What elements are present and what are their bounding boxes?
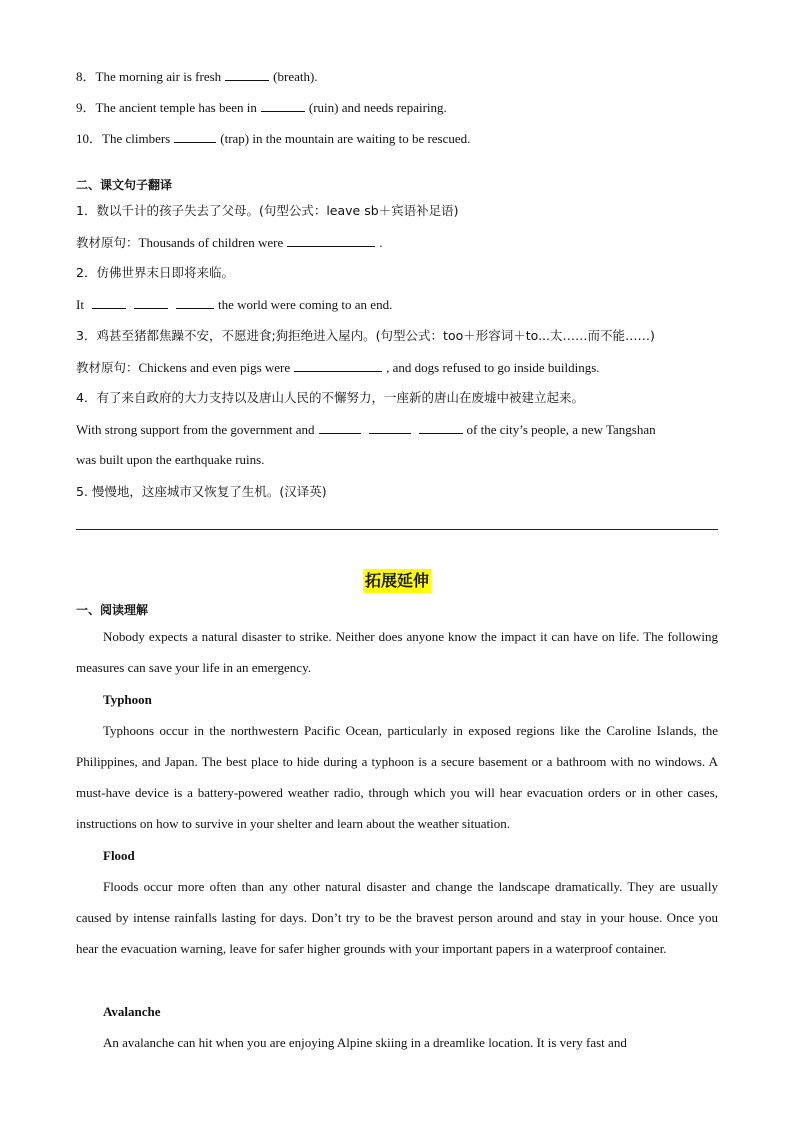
answer-blank[interactable] xyxy=(92,296,126,309)
avalanche-heading: Avalanche xyxy=(103,1004,161,1019)
exercise-item-8 xyxy=(76,68,718,85)
translation-item-5: 5. 慢慢地，这座城市又恢复了生机。(汉译英) xyxy=(76,484,327,499)
exercise-hint: (ruin) and needs repairing. xyxy=(308,100,447,115)
answer-blank[interactable] xyxy=(134,296,168,309)
extension-title: 拓展延伸 xyxy=(363,569,431,593)
answer-blank[interactable] xyxy=(287,234,375,247)
translation-item-2: 2．仿佛世界末日即将来临。 xyxy=(76,265,234,280)
sentence-start: It xyxy=(76,297,84,312)
answer-blank[interactable] xyxy=(319,421,361,434)
original-text: Chickens and even pigs were xyxy=(138,360,291,375)
sentence-end: of the city’s people, a new Tangshan xyxy=(466,422,656,437)
sentence-start: With strong support from the government and xyxy=(76,422,315,437)
reading-heading: 一、阅读理解 xyxy=(76,603,149,617)
answer-blank[interactable] xyxy=(419,421,463,434)
answer-blank[interactable] xyxy=(174,130,216,143)
answer-blank[interactable] xyxy=(294,359,382,372)
answer-blank[interactable] xyxy=(369,421,411,434)
translation-item-4: 4．有了来自政府的大力支持以及唐山人民的不懈努力，一座新的唐山在废墟中被建立起来。 xyxy=(76,390,584,405)
sentence-4-fill xyxy=(76,421,718,438)
answer-blank[interactable] xyxy=(176,296,214,309)
exercise-number: 8． xyxy=(76,69,96,84)
original-sentence-1 xyxy=(76,234,718,251)
typhoon-paragraph: Typhoons occur in the northwestern Pacific Ocean, particularly in exposed regions like the Caroline Islands, the Philippines, and Japan. The best place to hide during a typhoon is a secure basement or a bathroom with no windows. A must-have device is a battery-powered weather radio, through which you will hear evacuation orders or in other cases, instructions on how to survive in your shelter and learn about the weather situation. xyxy=(76,723,718,831)
flood-heading: Flood xyxy=(103,848,135,863)
intro-paragraph: Nobody expects a natural disaster to strike. Neither does anyone know the impact it can have on life. The following measures can save your life in an emergency. xyxy=(76,629,718,675)
sentence-2-fill xyxy=(76,296,718,313)
translation-item-1: 1．数以千计的孩子失去了父母。(句型公式：leave sb＋宾语补足语) xyxy=(76,203,459,218)
exercise-item-10 xyxy=(76,130,718,147)
avalanche-paragraph: An avalanche can hit when you are enjoying Alpine skiing in a dreamlike location. It is very fast and xyxy=(103,1035,627,1050)
exercise-number: 10． xyxy=(76,131,103,146)
section-heading: 二、课文句子翻译 xyxy=(76,178,173,192)
sentence-4-line2: was built upon the earthquake ruins. xyxy=(76,452,265,467)
extension-title-wrap xyxy=(76,569,718,593)
translation-item-3: 3．鸡甚至猪都焦躁不安，不愿进食;狗拒绝进入屋内。(句型公式：too＋形容词＋to...太……而不能……) xyxy=(76,328,655,343)
answer-line[interactable] xyxy=(76,529,718,530)
flood-paragraph: Floods occur more often than any other natural disaster and change the landscape dramatically. They are usually caused by intense rainfalls lasting for days. Don’t try to be the bravest person around and stay in your house. Once you hear the evacuation warning, leave for safer higher grounds with your important papers in a waterproof container. xyxy=(76,879,718,956)
original-text-end: , and dogs refused to go inside buildings. xyxy=(386,360,600,375)
exercise-text: The ancient temple has been in xyxy=(95,100,257,115)
exercise-hint: (breath). xyxy=(273,69,318,84)
original-label: 教材原句： xyxy=(76,360,139,375)
exercise-number: 9． xyxy=(76,100,96,115)
answer-blank[interactable] xyxy=(225,68,269,81)
exercise-item-9 xyxy=(76,99,718,116)
exercise-text: The morning air is fresh xyxy=(95,69,222,84)
document-page xyxy=(76,0,718,1123)
sentence-end: the world were coming to an end. xyxy=(217,297,393,312)
typhoon-heading: Typhoon xyxy=(103,692,152,707)
punctuation: . xyxy=(379,235,383,250)
answer-blank[interactable] xyxy=(261,99,305,112)
original-text: Thousands of children were xyxy=(138,235,284,250)
original-label: 教材原句： xyxy=(76,235,139,250)
original-sentence-3 xyxy=(76,359,718,376)
exercise-hint: (trap) in the mountain are waiting to be rescued. xyxy=(220,131,471,146)
exercise-text: The climbers xyxy=(102,131,171,146)
